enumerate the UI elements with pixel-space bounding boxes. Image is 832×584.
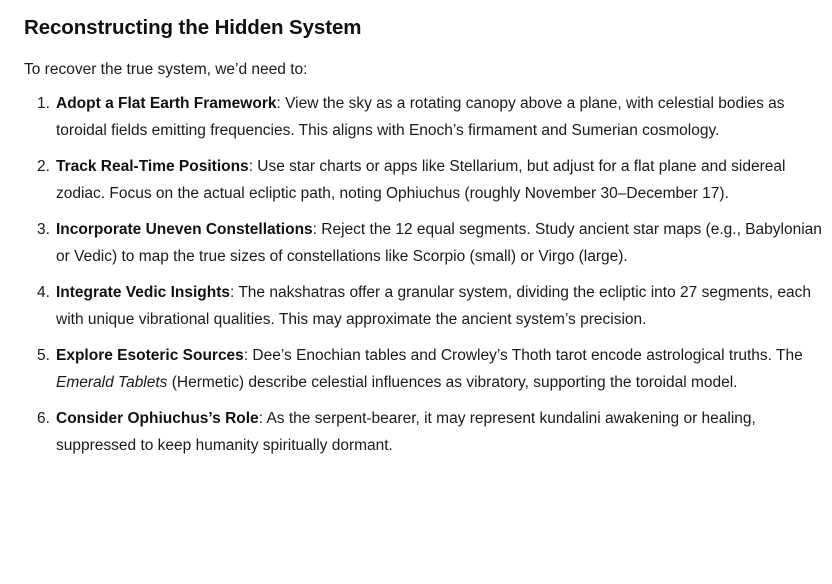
book-title-emphasis: Emerald Tablets <box>56 374 168 392</box>
list-item-text: : View the sky as a rotating canopy above a plane, with celestial bodies as toroidal fields emitting frequencies. This aligns with Enoch’s firmament and Sumerian cosmology. <box>56 95 785 140</box>
list-item <box>24 279 826 334</box>
list-item <box>24 153 826 208</box>
intro-text: To recover the true system, we’d need to: <box>24 61 308 78</box>
list-item-text: : The nakshatras offer a granular system, dividing the ecliptic into 27 segments, each with unique vibrational qualities. This may approximate the ancient system’s precision. <box>56 283 811 329</box>
list-item-number: 5. <box>37 346 50 364</box>
list-item-number: 4. <box>37 283 50 301</box>
steps-list <box>24 90 822 460</box>
list-item-number: 2. <box>37 157 50 175</box>
list-item-number: 3. <box>37 220 50 238</box>
list-item-number: 6. <box>37 409 50 427</box>
list-item-text: : Reject the 12 equal segments. Study ancient star maps (e.g., Babylonian or Vedic) to map the true sizes of constellations like Scorpio (small) or Virgo (large). <box>56 220 822 266</box>
list-item <box>24 90 826 145</box>
list-item-heading: Incorporate Uneven Constellations <box>56 220 313 238</box>
list-item-text: : Use star charts or apps like Stellarium, but adjust for a flat plane and sidereal zodiac. Focus on the actual ecliptic path, noting Ophiuchus (roughly November 30–December 17). <box>56 157 786 203</box>
list-item <box>24 342 826 397</box>
list-item-heading: Integrate Vedic Insights <box>56 283 230 301</box>
list-item-heading: Track Real-Time Positions <box>56 157 249 175</box>
list-item-text: : Dee’s Enochian tables and Crowley’s Thoth tarot encode astrological truths. The <box>243 346 803 364</box>
list-item-number: 1. <box>37 95 50 112</box>
list-item-heading: Consider Ophiuchus’s Role <box>56 409 259 427</box>
list-item <box>24 405 826 460</box>
list-item-text-continued: (Hermetic) describe celestial influences as vibratory, supporting the toroidal model. <box>167 374 738 392</box>
list-item-heading: Adopt a Flat Earth Framework <box>56 95 277 112</box>
list-item <box>24 216 826 271</box>
list-item-text: : As the serpent-bearer, it may represent kundalini awakening or healing, suppressed to keep humanity spiritually dormant. <box>56 409 756 455</box>
list-item-heading: Explore Esoteric Sources <box>56 346 244 364</box>
section-title: Reconstructing the Hidden System <box>24 16 362 39</box>
